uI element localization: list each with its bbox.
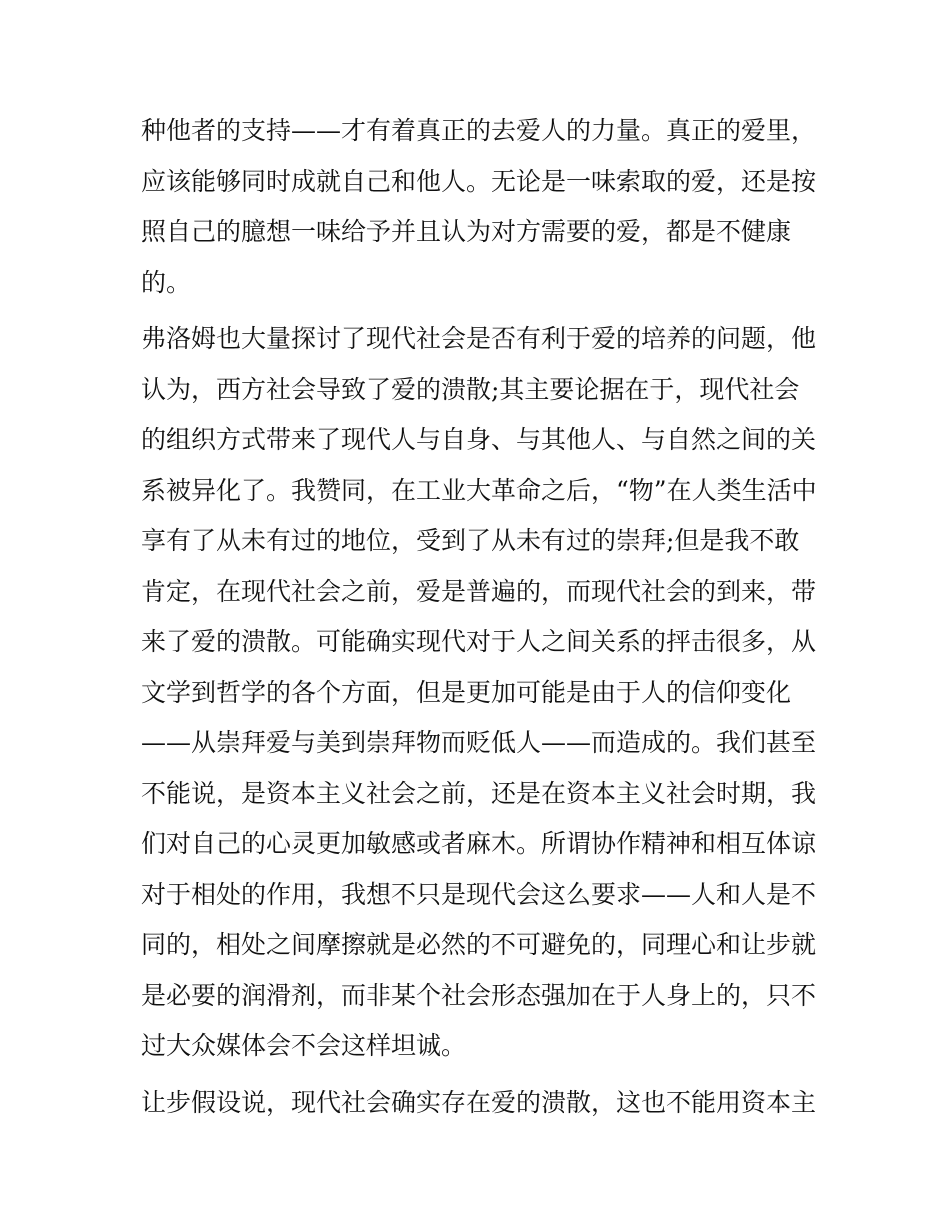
text-line: 同的，相处之间摩擦就是必然的不可避免的，同理心和让步就 — [141, 930, 817, 959]
text-line: 们对自己的心灵更加敏感或者麻木。所谓协作精神和相互体谅 — [141, 829, 817, 858]
text-line: 来了爱的溃散。可能确实现代对于人之间关系的抨击很多，从 — [141, 627, 817, 656]
text-line: 照自己的臆想一味给予并且认为对方需要的爱，都是不健康 — [141, 217, 792, 246]
text-line: 文学到哲学的各个方面，但是更加可能是由于人的信仰变化 — [141, 677, 792, 707]
text-line: 不能说，是资本主义社会之前，还是在资本主义社会时期，我 — [141, 778, 817, 808]
text-line: 过大众媒体会不会这样坦诚。 — [141, 1031, 467, 1060]
text-line: 让步假设说，现代社会确实存在爱的溃散，这也不能用资本主 — [141, 1087, 817, 1117]
paragraph — [141, 106, 821, 308]
paragraph — [141, 1078, 821, 1129]
text-line: 享有了从未有过的地位，受到了从未有过的崇拜;但是我不敢 — [141, 526, 800, 555]
text-line: 的组织方式带来了现代人与自身、与其他人、与自然之间的关 — [141, 425, 817, 454]
text-line: 应该能够同时成就自己和他人。无论是一味索取的爱，还是按 — [141, 166, 817, 196]
paragraph — [141, 314, 821, 1072]
text-line: 弗洛姆也大量探讨了现代社会是否有利于爱的培养的问题，他 — [141, 324, 817, 353]
text-line: 认为，西方社会导致了爱的溃散;其主要论据在于，现代社会 — [141, 374, 800, 404]
text-line: 的。 — [141, 267, 192, 297]
text-line: 是必要的润滑剂，而非某个社会形态强加在于人身上的，只不 — [141, 980, 817, 1010]
text-line: 肯定，在现代社会之前，爱是普遍的，而现代社会的到来，带 — [141, 576, 817, 606]
document-body — [141, 106, 821, 1128]
text-line: 种他者的支持——才有着真正的去爱人的力量。真正的爱里， — [141, 116, 817, 145]
text-line: ——从崇拜爱与美到崇拜物而贬低人——而造成的。我们甚至 — [141, 728, 817, 757]
text-line: 系被异化了。我赞同，在工业大革命之后，“物”在人类生活中 — [141, 475, 817, 505]
text-line: 对于相处的作用，我想不只是现代会这么要求——人和人是不 — [141, 879, 817, 909]
